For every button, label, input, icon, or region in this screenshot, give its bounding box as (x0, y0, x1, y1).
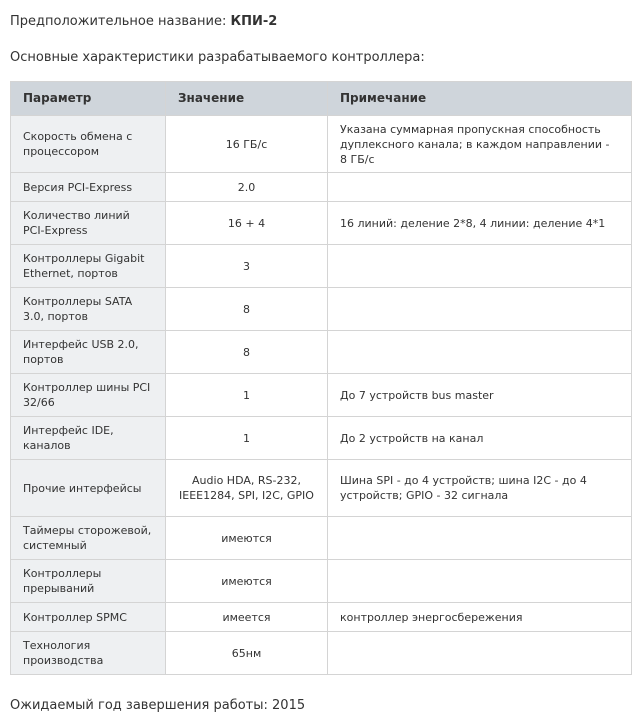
value-cell: 2.0 (166, 173, 328, 202)
value-cell: имеются (166, 560, 328, 603)
parameter-cell: Контроллеры SATA 3.0, портов (11, 288, 166, 331)
note-cell (328, 288, 632, 331)
parameter-cell: Версия PCI-Express (11, 173, 166, 202)
table-row (11, 288, 632, 331)
value-cell: имеется (166, 603, 328, 632)
value-cell: 1 (166, 417, 328, 460)
column-header-value: Значение (166, 82, 328, 116)
value-cell: 8 (166, 288, 328, 331)
parameter-cell: Количество линий PCI-Express (11, 202, 166, 245)
table-row (11, 603, 632, 632)
column-header-note: Примечание (328, 82, 632, 116)
parameter-cell: Контроллер шины PCI 32/66 (11, 374, 166, 417)
table-row (11, 173, 632, 202)
table-row (11, 374, 632, 417)
completion-year-text: Ожидаемый год завершения работы: 2015 (10, 698, 306, 713)
value-cell: 16 + 4 (166, 202, 328, 245)
parameter-cell: Интерфейс IDE, каналов (11, 417, 166, 460)
note-cell: контроллер энергосбережения (328, 603, 632, 632)
parameter-cell: Прочие интерфейсы (11, 460, 166, 517)
product-name-label: Предположительное название: (10, 14, 227, 29)
note-cell (328, 517, 632, 560)
note-cell: Шина SPI - до 4 устройств; шина I2C - до 4 устройств; GPIO - 32 сигнала (328, 460, 632, 517)
note-cell: Указана суммарная пропускная способность дуплексного канала; в каждом направлении - 8 ГБ/с (328, 116, 632, 173)
value-cell: 3 (166, 245, 328, 288)
table-row (11, 202, 632, 245)
value-cell: 16 ГБ/с (166, 116, 328, 173)
note-cell (328, 560, 632, 603)
parameter-cell: Технология производства (11, 632, 166, 675)
table-row (11, 560, 632, 603)
product-name-value: КПИ-2 (230, 14, 278, 29)
table-row (11, 245, 632, 288)
value-cell: Audio HDA, RS-232, IEEE1284, SPI, I2C, GPIO (166, 460, 328, 517)
table-row (11, 517, 632, 560)
note-cell: До 2 устройств на канал (328, 417, 632, 460)
parameter-cell: Контроллер SPMC (11, 603, 166, 632)
parameter-cell: Таймеры сторожевой, системный (11, 517, 166, 560)
note-cell (328, 245, 632, 288)
parameter-cell: Интерфейс USB 2.0, портов (11, 331, 166, 374)
value-cell: 1 (166, 374, 328, 417)
value-cell: 8 (166, 331, 328, 374)
parameter-cell: Контроллеры Gigabit Ethernet, портов (11, 245, 166, 288)
note-cell: До 7 устройств bus master (328, 374, 632, 417)
table-row (11, 331, 632, 374)
note-cell: 16 линий: деление 2*8, 4 линии: деление 4*1 (328, 202, 632, 245)
table-header-row (11, 82, 632, 116)
product-name-line (10, 14, 277, 30)
table-row (11, 632, 632, 675)
parameter-cell: Скорость обмена с процессором (11, 116, 166, 173)
specs-table (10, 81, 632, 675)
note-cell (328, 331, 632, 374)
table-row (11, 460, 632, 517)
note-cell (328, 632, 632, 675)
column-header-parameter: Параметр (11, 82, 166, 116)
parameter-cell: Контроллеры прерываний (11, 560, 166, 603)
intro-text: Основные характеристики разрабатываемого контроллера: (10, 50, 425, 65)
value-cell: имеются (166, 517, 328, 560)
table-row (11, 417, 632, 460)
table-row (11, 116, 632, 173)
note-cell (328, 173, 632, 202)
value-cell: 65нм (166, 632, 328, 675)
